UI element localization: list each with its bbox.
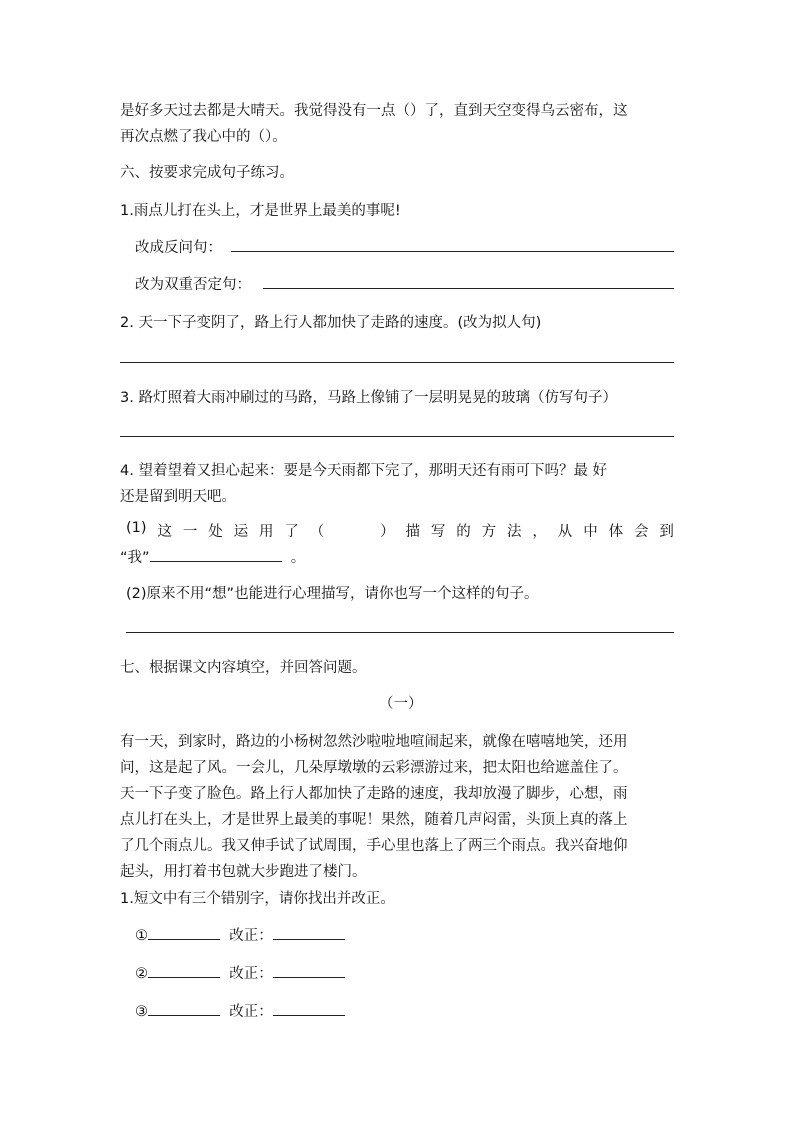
s6-q2-text: 2. 天一下子变阴了，路上行人都加快了走路的速度。(改为拟人句) xyxy=(120,315,542,331)
passage-line: 有一天，到家时，路边的小杨树忽然沙啦啦地喧闹起来，就像在嘻嘻地笑，还用 xyxy=(120,734,628,750)
circled-number: ③ xyxy=(135,1004,148,1020)
passage-line: 问，这是起了风。一会儿，几朵厚墩墩的云彩漂游过来，把太阳也给遮盖住了。 xyxy=(120,760,628,776)
s6-q4-sub1-part: ， xyxy=(532,524,547,540)
s6-q4-sub1-part: 会 xyxy=(633,524,649,540)
s6-q1-text: 1.雨点儿打在头上，才是世界上最美的事呢! xyxy=(120,203,401,219)
s6-q1-rhetorical-label: 改成反问句： xyxy=(135,240,222,256)
correct-label: 改正： xyxy=(229,928,273,944)
circled-number: ① xyxy=(135,928,148,944)
intro-line-2: 再次点燃了我心中的（）。 xyxy=(120,129,287,145)
s6-q4-sub1-part: （ xyxy=(309,524,325,540)
s6-q4-sub1-part: 中 xyxy=(583,524,598,540)
s6-q1-double-negative-label: 改为双重否定句： xyxy=(135,277,251,293)
s6-q4-sub1-part: 一 xyxy=(182,524,198,540)
s6-q4-sub1-part: 到 xyxy=(659,524,674,540)
correction-blank[interactable] xyxy=(273,1001,345,1016)
passage-line: 天一下子变了脸色。路上行人都加快了走路的速度，我却放漫了脚步，心想，雨 xyxy=(120,786,628,802)
s6-q4-sub1-part: 的 xyxy=(456,524,471,540)
s6-q4-sub1-part: 运 xyxy=(233,524,249,540)
section-7-part-label: （一） xyxy=(379,696,423,712)
s6-q1-rhetorical-answer-line[interactable] xyxy=(231,251,674,252)
s6-q4-sub1-part: 用 xyxy=(259,524,274,540)
typo-correction-row xyxy=(135,1000,345,1021)
intro-line-1: 是好多天过去都是大晴天。我觉得没有一点（）了，直到天空变得乌云密布，这 xyxy=(120,103,628,119)
s6-q3-text: 3. 路灯照着大雨冲刷过的马路，马路上像铺了一层明晃晃的玻璃（仿写句子） xyxy=(120,390,617,406)
section-7-heading: 七、根据课文内容填空，并回答问题。 xyxy=(120,660,367,676)
correct-label: 改正： xyxy=(229,966,273,982)
correct-label: 改正： xyxy=(229,1004,273,1020)
s6-q4-sub1-line-2 xyxy=(120,546,305,567)
typo-correction-row xyxy=(135,924,345,945)
s6-q4-sub1-part: 处 xyxy=(208,524,223,540)
wrong-char-blank[interactable] xyxy=(148,1001,220,1016)
s6-q4-sub1-part: 体 xyxy=(608,524,624,540)
s6-q4-sub1-me: “我” xyxy=(120,550,150,566)
s6-q4-sub1-part: 了 xyxy=(284,524,299,540)
passage-line: 起头，用打着书包就大步跑进了楼门。 xyxy=(120,864,367,880)
correction-blank[interactable] xyxy=(273,963,345,978)
s6-q3-answer-line[interactable] xyxy=(120,436,674,437)
s6-q4-sub2-answer-line[interactable] xyxy=(126,632,674,633)
s6-q4-line-1: 4. 望着望着又担心起来：要是今天雨都下完了，那明天还有雨可下吗？最 好 xyxy=(120,463,608,479)
s6-q4-sub2-text: (2)原来不用“想”也能进行心理描写，请你也写一个这样的句子。 xyxy=(126,586,539,602)
s6-q4-sub1-part: 描 xyxy=(405,524,420,540)
s6-q4-sub1-part: 这 xyxy=(157,524,172,540)
typo-correction-row xyxy=(135,962,345,983)
correction-blank[interactable] xyxy=(273,925,345,940)
s6-q2-answer-line[interactable] xyxy=(120,362,674,363)
wrong-char-blank[interactable] xyxy=(148,925,220,940)
passage-line: 了几个雨点儿。我又伸手试了试周围，手心里也落上了两三个雨点。我兴奋地仰 xyxy=(120,838,628,854)
s6-q4-sub1-part: ） xyxy=(380,524,395,540)
passage-line: 点儿打在头上，才是世界上最美的事呢！果然，随着几声闷雷，头顶上真的落上 xyxy=(120,812,628,828)
section-6-heading: 六、按要求完成句子练习。 xyxy=(120,165,294,181)
s6-q4-sub1-blank[interactable] xyxy=(335,520,369,541)
s6-q4-sub1-part: 从 xyxy=(557,524,573,540)
s6-q4-sub1-part: 写 xyxy=(430,524,446,540)
s6-q4-line-2: 还是留到明天吧。 xyxy=(120,489,236,505)
s6-q4-sub1-answer-blank[interactable] xyxy=(150,547,282,562)
s6-q4-sub1-part: (1) xyxy=(126,520,147,536)
s6-q1-double-negative-answer-line[interactable] xyxy=(263,288,674,289)
s6-q4-sub1-part: 法 xyxy=(507,524,522,540)
s6-q4-sub1-period: 。 xyxy=(290,550,306,566)
s7-q1-text: 1.短文中有三个错别字，请你找出并改正。 xyxy=(120,891,395,907)
s6-q4-sub1-line-1 xyxy=(126,520,674,541)
circled-number: ② xyxy=(135,966,148,982)
wrong-char-blank[interactable] xyxy=(148,963,220,978)
s6-q4-sub1-part: 方 xyxy=(481,524,497,540)
